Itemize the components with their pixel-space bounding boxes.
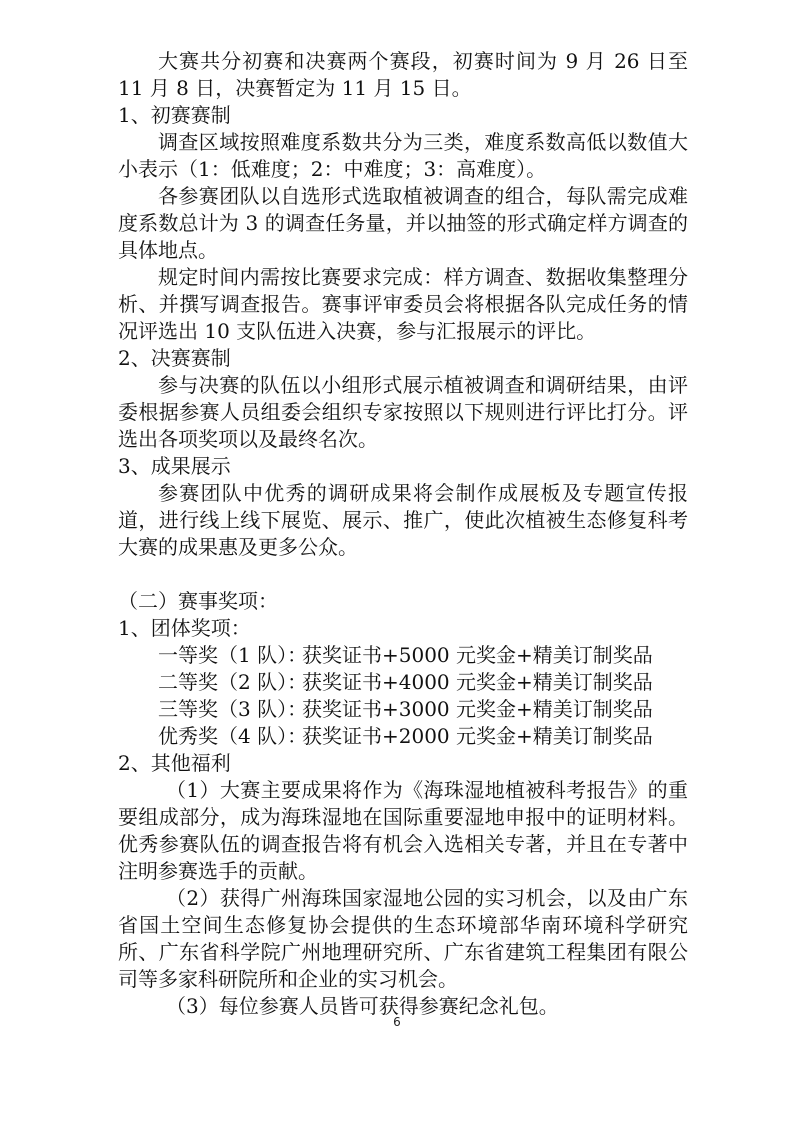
award-prize: 获奖证书+3000 元奖金+精美订制奖品	[302, 697, 653, 721]
document-body	[118, 48, 688, 1020]
award-prize: 获奖证书+2000 元奖金+精美订制奖品	[302, 724, 653, 748]
award-prize: 获奖证书+4000 元奖金+精美订制奖品	[302, 670, 653, 694]
paragraph: 参赛团队中优秀的调研成果将会制作成展板及专题宣传报道，进行线上线下展览、展示、推广，使此次植被生态修复科考大赛的成果惠及更多公众。	[118, 481, 688, 559]
award-name: 二等奖（2 队）：	[158, 670, 308, 694]
award-name: 三等奖（3 队）：	[158, 697, 308, 721]
section-heading-preliminary: 1、初赛赛制	[118, 103, 231, 127]
award-row-third	[118, 696, 688, 723]
award-name: 一等奖（1 队）：	[158, 643, 308, 667]
intro-paragraph: 大赛共分初赛和决赛两个赛段，初赛时间为 9 月 26 日至 11 月 8 日，决赛暂定为 11 月 15 日。	[118, 49, 688, 100]
award-prize: 获奖证书+5000 元奖金+精美订制奖品	[302, 643, 653, 667]
award-row-second	[118, 669, 688, 696]
section-heading-awards: （二）赛事奖项：	[118, 589, 278, 613]
subheading-team-awards: 1、团体奖项：	[118, 616, 251, 640]
subheading-other-benefits: 2、其他福利	[118, 751, 231, 775]
award-row-first	[118, 642, 688, 669]
section-heading-final: 2、决赛赛制	[118, 346, 231, 370]
benefit-paragraph: （3）每位参赛人员皆可获得参赛纪念礼包。	[166, 994, 559, 1018]
paragraph: 各参赛团队以自选形式选取植被调查的组合，每队需完成难度系数总计为 3 的调查任务量，并以抽签的形式确定样方调查的具体地点。	[118, 184, 688, 262]
paragraph: 参与决赛的队伍以小组形式展示植被调查和调研结果，由评委根据参赛人员组委会组织专家按照以下规则进行评比打分。评选出各项奖项以及最终名次。	[118, 373, 688, 451]
paragraph: 调查区域按照难度系数共分为三类，难度系数高低以数值大小表示（1：低难度；2：中难度；3：高难度）。	[118, 130, 688, 181]
award-name: 优秀奖（4 队）：	[158, 724, 308, 748]
spacer	[118, 561, 688, 588]
benefit-paragraph: （2）获得广州海珠国家湿地公园的实习机会，以及由广东省国土空间生态修复协会提供的生态环境部华南环境科学研究所、广东省科学院广州地理研究所、广东省建筑工程集团有限公司等多家科研院所和企业的实习机会。	[118, 886, 688, 991]
section-heading-results: 3、成果展示	[118, 454, 231, 478]
page-number: 6	[393, 1015, 401, 1029]
paragraph: 规定时间内需按比赛要求完成：样方调查、数据收集整理分析、并撰写调查报告。赛事评审委员会将根据各队完成任务的情况评选出 10 支队伍进入决赛，参与汇报展示的评比。	[118, 265, 688, 343]
benefit-paragraph: （1）大赛主要成果将作为《海珠湿地植被科考报告》的重要组成部分，成为海珠湿地在国际重要湿地申报中的证明材料。优秀参赛队伍的调查报告将有机会入选相关专著，并且在专著中注明参赛选手的贡献。	[118, 778, 688, 883]
award-row-excellence	[118, 723, 688, 750]
